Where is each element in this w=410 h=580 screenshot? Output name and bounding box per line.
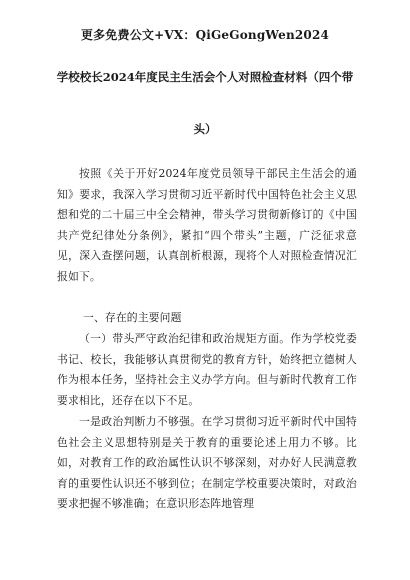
subsection-paragraph: （一）带头严守政治纪律和政治规矩方面。作为学校党委书记、校长，我能够认真贯彻党的教育方针，始终把立德树人作为根本任务，坚持社会主义办学方向。但与新时代教育工作要求相比，还存在以下不足。 <box>57 332 357 407</box>
document-title-line-2: 头） <box>193 122 217 136</box>
point-paragraph: 一是政治判断力不够强。在学习贯彻习近平新时代中国特色社会主义思想特别是关于教育的重要论述上用力不够。比如，对教育工作的政治属性认识不够深刻，对办好人民满意教育的重要性认识还不够到位；在制定学校重要决策时，对政治要求把握不够准确；在意识形态阵地管理 <box>57 415 357 510</box>
document-title-line-1: 学校校长2024年度民主生活会个人对照检查材料（四个带 <box>56 70 354 84</box>
intro-paragraph: 按照《关于开好2024年度党员领导干部民主生活会的通知》要求，我深入学习贯彻习近平新时代中国特色社会主义思想和党的二十届三中全会精神，带头学习贯彻新修订的《中国共产党纪律处分条例》，紧扣“四个带头”主题，广泛征求意见，深入查摆问题，认真剖析根源，现将个人对照检查情况汇报如下。 <box>57 167 357 283</box>
section-heading: 一、存在的主要问题 <box>83 311 182 324</box>
promo-header: 更多免费公文+VX：QiGeGongWen2024 <box>80 28 330 42</box>
